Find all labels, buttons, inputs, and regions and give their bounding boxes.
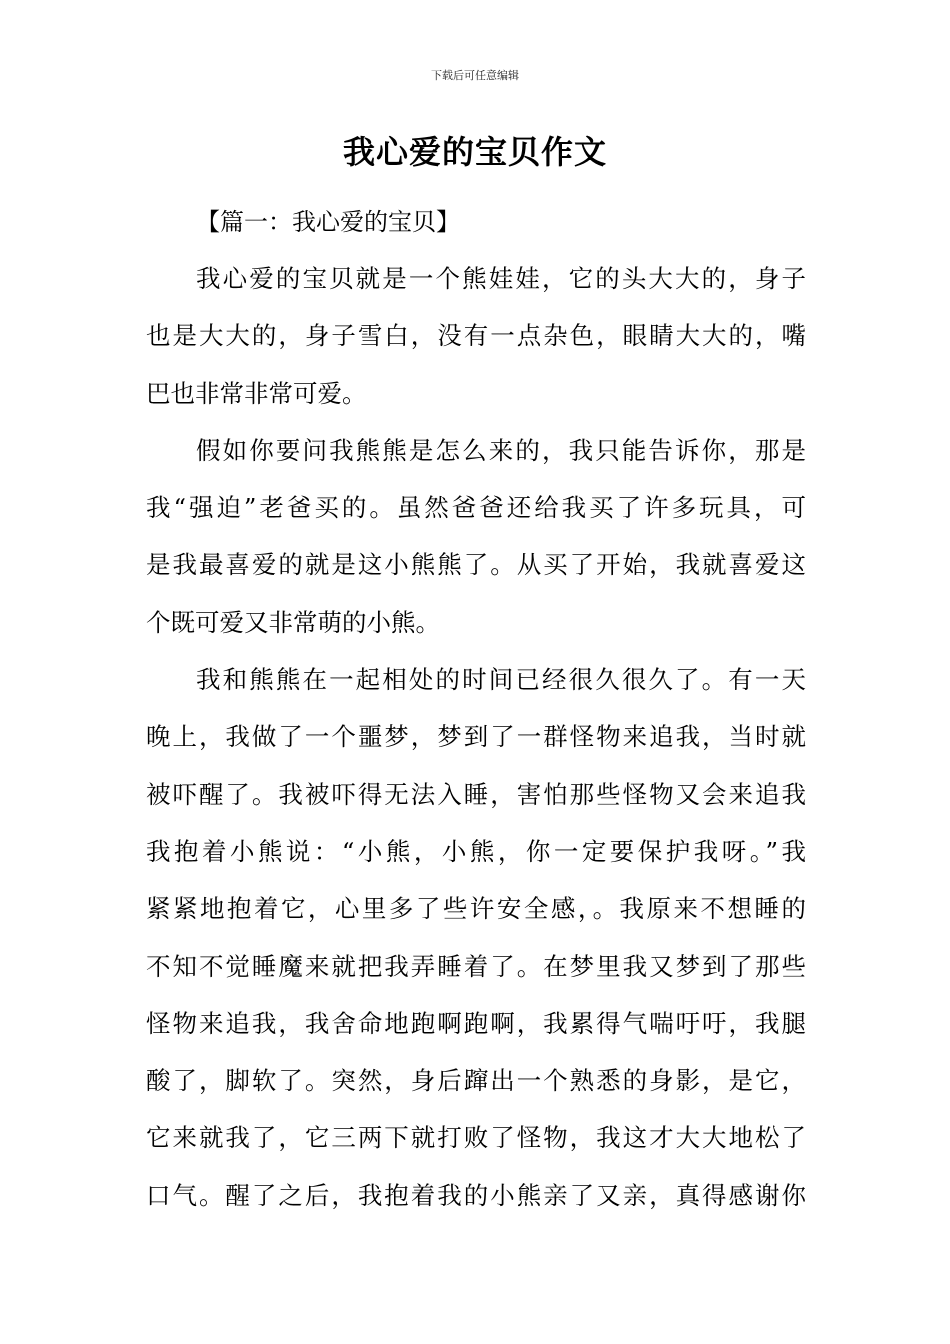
essay-body (146, 255, 806, 1229)
text-line: 酸了，脚软了。突然，身后蹿出一个熟悉的身影，是它， (146, 1066, 806, 1096)
text-line: 晚上，我做了一个噩梦，梦到了一群怪物来追我，当时就 (146, 722, 806, 752)
text-line: 个既可爱又非常萌的小熊。 (146, 607, 440, 637)
section-heading: 【篇一：我心爱的宝贝】 (196, 208, 460, 236)
text-line: 我“强迫”老爸买的。虽然爸爸还给我买了许多玩具，可 (146, 493, 806, 523)
text-line: 怪物来追我，我舍命地跑啊跑啊，我累得气喘吁吁，我腿 (146, 1008, 806, 1038)
text-line: 我抱着小熊说：“小熊，小熊，你一定要保护我呀。”我 (146, 836, 806, 866)
text-line: 口气。醒了之后，我抱着我的小熊亲了又亲，真得感谢你 (146, 1180, 806, 1210)
text-line: 不知不觉睡魔来就把我弄睡着了。在梦里我又梦到了那些 (146, 951, 806, 981)
text-line: 巴也非常非常可爱。 (146, 378, 367, 408)
text-line: 它来就我了，它三两下就打败了怪物，我这才大大地松了 (146, 1123, 806, 1153)
text-line: 假如你要问我熊熊是怎么来的，我只能告诉你，那是 (196, 435, 806, 465)
page-header-note: 下载后可任意编辑 (431, 69, 519, 82)
text-line: 也是大大的，身子雪白，没有一点杂色，眼睛大大的，嘴 (146, 321, 806, 351)
text-line: 是我最喜爱的就是这小熊熊了。从买了开始，我就喜爱这 (146, 550, 806, 580)
text-line: 被吓醒了。我被吓得无法入睡，害怕那些怪物又会来追我 (146, 779, 806, 809)
text-line: 紧紧地抱着它，心里多了些许安全感，。我原来不想睡的 (146, 894, 806, 924)
text-line: 我心爱的宝贝就是一个熊娃娃，它的头大大的，身子 (196, 264, 806, 293)
document-title: 我心爱的宝贝作文 (342, 133, 607, 171)
text-line: 我和熊熊在一起相处的时间已经很久很久了。有一天 (196, 665, 806, 695)
